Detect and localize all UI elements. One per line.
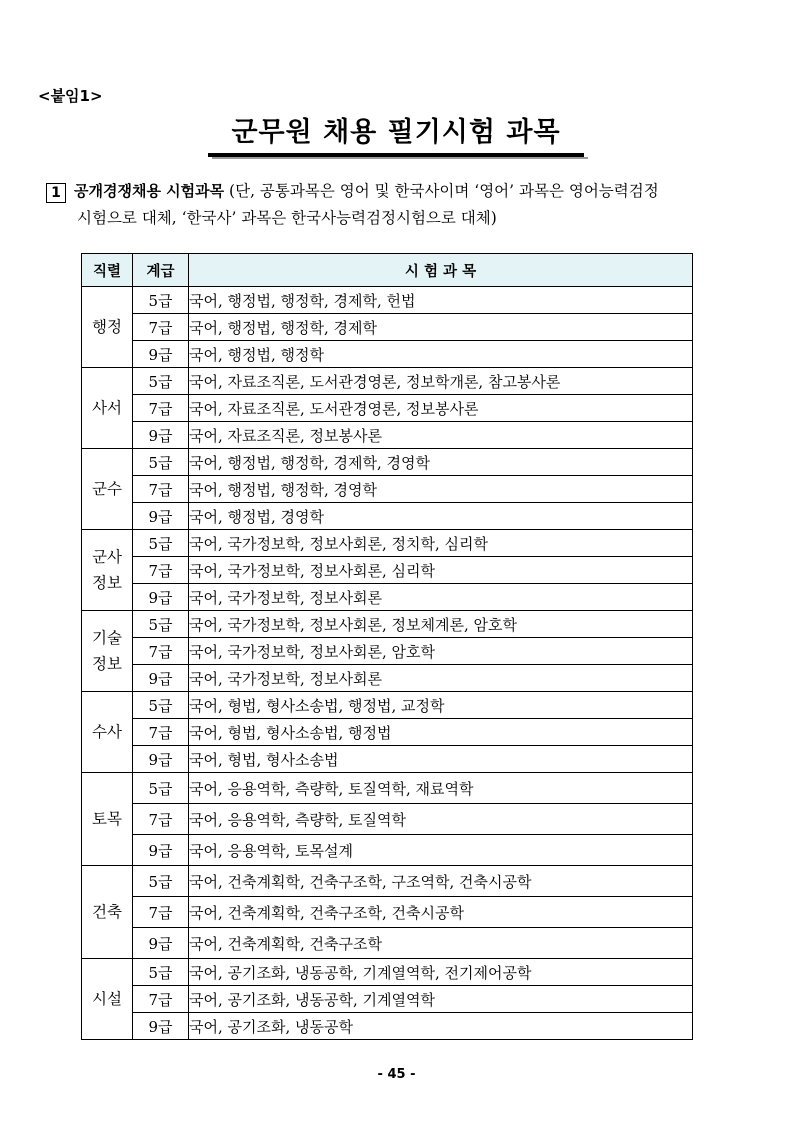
position-label: 사서 (92, 399, 122, 417)
position-label: 시설 (92, 990, 122, 1008)
position-label: 건축 (92, 903, 122, 921)
section-number-box: 1 (46, 183, 66, 203)
table-row (82, 503, 693, 530)
grade-cell: 9급 (133, 665, 189, 692)
attachment-label: <붙임1> (38, 87, 103, 105)
table-row (82, 1013, 693, 1040)
position-label-line1: 기술 (92, 629, 122, 647)
subjects-cell: 국어, 행정법, 행정학, 경제학, 헌법 (189, 287, 693, 314)
grade-cell: 5급 (133, 959, 189, 986)
position-cell (82, 611, 133, 692)
table-row (82, 897, 693, 928)
grade-cell: 5급 (133, 692, 189, 719)
position-label-line2: 정보 (92, 574, 122, 592)
position-label: 수사 (92, 723, 122, 741)
grade-cell: 7급 (133, 804, 189, 835)
position-cell (82, 368, 133, 449)
table-row (82, 422, 693, 449)
subjects-cell: 국어, 공기조화, 냉동공학, 기계열역학, 전기제어공학 (189, 959, 693, 986)
subjects-cell: 국어, 건축계획학, 건축구조학, 건축시공학 (189, 897, 693, 928)
page-number: - 45 - (377, 1067, 416, 1082)
subjects-cell: 국어, 건축계획학, 건축구조학 (189, 928, 693, 959)
position-cell (82, 449, 133, 530)
grade-cell: 5급 (133, 287, 189, 314)
subjects-cell: 국어, 국가정보학, 정보사회론 (189, 665, 693, 692)
subjects-cell: 국어, 행정법, 행정학, 경제학, 경영학 (189, 449, 693, 476)
table-row (82, 928, 693, 959)
table-row (82, 341, 693, 368)
grade-cell: 7급 (133, 557, 189, 584)
section-heading: 공개경쟁채용 시험과목 (74, 182, 225, 200)
subjects-cell: 국어, 공기조화, 냉동공학 (189, 1013, 693, 1040)
subjects-cell: 국어, 형법, 형사소송법, 행정법 (189, 719, 693, 746)
header-subjects: 시 험 과 목 (189, 254, 693, 287)
subjects-cell: 국어, 국가정보학, 정보사회론, 심리학 (189, 557, 693, 584)
grade-cell: 9급 (133, 503, 189, 530)
table-row (82, 314, 693, 341)
subjects-cell: 국어, 국가정보학, 정보사회론 (189, 584, 693, 611)
position-cell (82, 692, 133, 773)
grade-cell: 9급 (133, 928, 189, 959)
grade-cell: 9급 (133, 1013, 189, 1040)
subjects-cell: 국어, 건축계획학, 건축구조학, 구조역학, 건축시공학 (189, 866, 693, 897)
grade-cell: 7급 (133, 638, 189, 665)
header-grade: 계급 (133, 254, 189, 287)
section-note-part1: (단, 공통과목은 영어 및 한국사이며 ‘영어’ 과목은 영어능력검정 (224, 182, 659, 200)
section-note-part2: 시험으로 대체, ‘한국사’ 과목은 한국사능력검정시험으로 대체) (77, 209, 497, 227)
grade-cell: 5급 (133, 449, 189, 476)
table-row (82, 584, 693, 611)
table-row (82, 665, 693, 692)
grade-cell: 7급 (133, 719, 189, 746)
subjects-cell: 국어, 형법, 형사소송법 (189, 746, 693, 773)
subjects-cell: 국어, 행정법, 행정학, 경영학 (189, 476, 693, 503)
exam-subjects-table (81, 253, 693, 1040)
grade-cell: 9급 (133, 341, 189, 368)
table-row (82, 368, 693, 395)
position-cell (82, 959, 133, 1040)
table-row (82, 449, 693, 476)
position-cell (82, 287, 133, 368)
grade-cell: 9급 (133, 746, 189, 773)
table-row (82, 866, 693, 897)
grade-cell: 9급 (133, 422, 189, 449)
position-label-line1: 군사 (92, 548, 122, 566)
section-line-1 (46, 178, 758, 205)
subjects-cell: 국어, 응용역학, 토목설계 (189, 835, 693, 866)
section-intro (46, 178, 758, 232)
table-row (82, 746, 693, 773)
table-row (82, 835, 693, 866)
grade-cell: 9급 (133, 835, 189, 866)
grade-cell: 5급 (133, 530, 189, 557)
subjects-cell: 국어, 공기조화, 냉동공학, 기계열역학 (189, 986, 693, 1013)
table-body (82, 287, 693, 1040)
subjects-cell: 국어, 국가정보학, 정보사회론, 암호학 (189, 638, 693, 665)
position-label: 행정 (92, 318, 122, 336)
table-row (82, 773, 693, 804)
grade-cell: 9급 (133, 584, 189, 611)
position-label: 군수 (92, 480, 122, 498)
grade-cell: 7급 (133, 986, 189, 1013)
grade-cell: 5급 (133, 611, 189, 638)
table-header-row (82, 254, 693, 287)
title-underline-shadow (212, 157, 588, 159)
grade-cell: 5급 (133, 866, 189, 897)
grade-cell: 7급 (133, 395, 189, 422)
table-row (82, 476, 693, 503)
subjects-cell: 국어, 형법, 형사소송법, 행정법, 교정학 (189, 692, 693, 719)
table-row (82, 395, 693, 422)
subjects-cell: 국어, 응용역학, 측량학, 토질역학, 재료역학 (189, 773, 693, 804)
subjects-cell: 국어, 행정법, 경영학 (189, 503, 693, 530)
subjects-cell: 국어, 응용역학, 측량학, 토질역학 (189, 804, 693, 835)
position-cell (82, 530, 133, 611)
table-row (82, 692, 693, 719)
table-row (82, 804, 693, 835)
title-underline (208, 153, 584, 157)
table-row (82, 638, 693, 665)
position-cell (82, 773, 133, 866)
table-row (82, 719, 693, 746)
table-row (82, 986, 693, 1013)
position-label: 토목 (92, 810, 122, 828)
header-position: 직렬 (82, 254, 133, 287)
grade-cell: 7급 (133, 897, 189, 928)
subjects-cell: 국어, 자료조직론, 도서관경영론, 정보봉사론 (189, 395, 693, 422)
grade-cell: 7급 (133, 476, 189, 503)
table-row (82, 530, 693, 557)
position-label-line2: 정보 (92, 655, 122, 673)
table-row (82, 287, 693, 314)
subjects-cell: 국어, 행정법, 행정학 (189, 341, 693, 368)
subjects-cell: 국어, 행정법, 행정학, 경제학 (189, 314, 693, 341)
grade-cell: 5급 (133, 773, 189, 804)
table-row (82, 959, 693, 986)
grade-cell: 7급 (133, 314, 189, 341)
document-title: 군무원 채용 필기시험 과목 (231, 117, 561, 148)
position-cell (82, 866, 133, 959)
grade-cell: 5급 (133, 368, 189, 395)
subjects-cell: 국어, 국가정보학, 정보사회론, 정치학, 심리학 (189, 530, 693, 557)
table-row (82, 557, 693, 584)
subjects-cell: 국어, 자료조직론, 도서관경영론, 정보학개론, 참고봉사론 (189, 368, 693, 395)
table-row (82, 611, 693, 638)
subjects-cell: 국어, 국가정보학, 정보사회론, 정보체계론, 암호학 (189, 611, 693, 638)
subjects-cell: 국어, 자료조직론, 정보봉사론 (189, 422, 693, 449)
